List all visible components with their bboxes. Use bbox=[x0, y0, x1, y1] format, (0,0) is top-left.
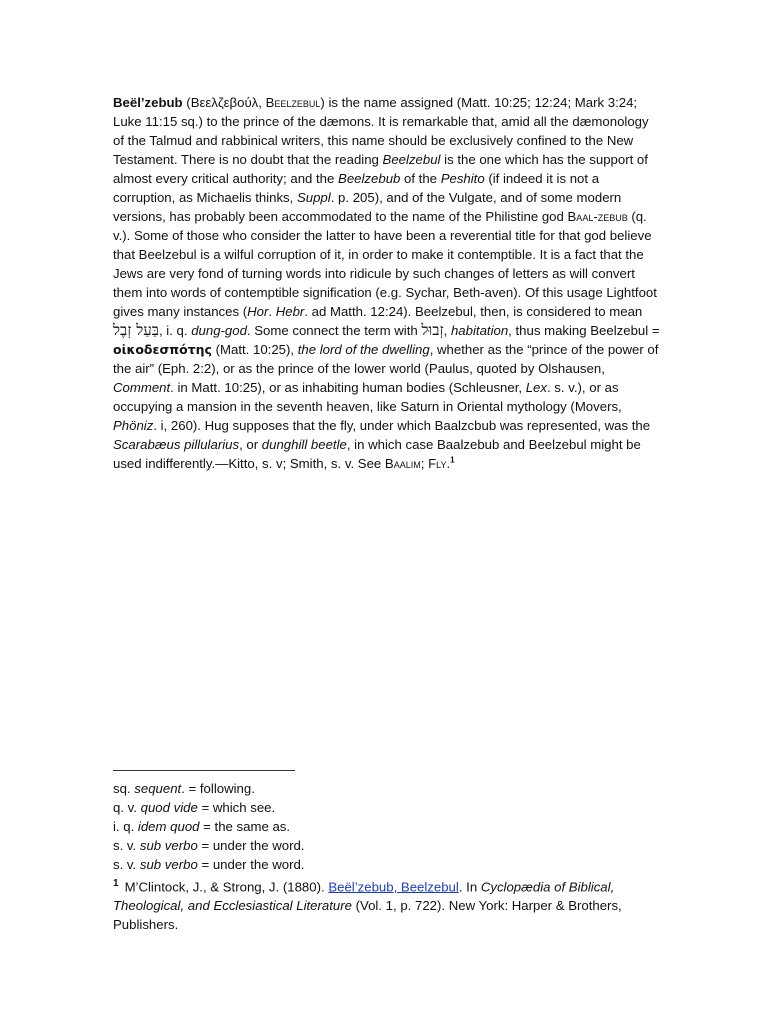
footnote-abbr-sv-2: s. v. sub verbo = under the word. bbox=[113, 857, 305, 872]
hebrew-baal-zebel: בַּעַל זְבֶל bbox=[113, 321, 159, 339]
headword: Beël’zebub bbox=[113, 95, 183, 110]
footnote-abbr-sv: s. v. sub verbo = under the word. bbox=[113, 838, 305, 853]
footnote-citation: $^1$ M’Clintock, J., & Strong, J. (1880). Beël’zebub, Beelzebul. In Cyclopædia of Biblical, Theological, and Ecclesiastical Literature (Vol. 1, p. 722). New York: Harper & Brothers, Publishers. bbox=[113, 878, 622, 933]
citation-link[interactable]: Beël’zebub, Beelzebul bbox=[328, 879, 459, 895]
article-page bbox=[113, 93, 663, 473]
hebrew-zebul: זְבוּל bbox=[421, 321, 444, 339]
footnote-mark: 1 bbox=[113, 878, 119, 889]
footnotes-section bbox=[113, 770, 673, 934]
small-caps-baalim: Baalim bbox=[384, 456, 421, 471]
footnote-divider bbox=[113, 770, 295, 771]
article-body: Beël’zebub (Βεελζεβούλ, Beelzebul) is the name assigned (Matt. 10:25; 12:24; Mark 3:24; Luke 11:15 sq.) to the prince of the dæmons. It is remarkable that, amid all the dæmonology of the Talmud and rabbinical writers, this name should be exclusively confined to the New Testament. There is no doubt that the reading Beelzebul is the one which has the support of almost every critical authority; and the Beelzebub of the Peshito (if indeed it is not a corruption, as Michaelis thinks, Suppl. p. 205), and of the Vulgate, and of some modern versions, has probably been accommodated to the name of the Philistine god Baal-zebub (q. v.). Some of those who consider the latter to have been a reverential title for that god believe that Beelzebul is a wilful corruption of it, in order to make it contemptible. It is a fact that the Jews are very fond of turning words into ridicule by such changes of letters as will convert them into words of contemptible signification (e.g. Sychar, Beth-aven). Of this usage Lightfoot gives many instances (Hor. Hebr. ad Matth. 12:24). Beelzebul, then, is considered to mean בַּעַל זְבֶל, i. q. dung-god. Some connect the term with זְבוּל, habitation, thus making Beelzebul = οἰκοδεσπότης (Matt. 10:25), the lord of the dwelling, whether as the “prince of the power of the air” (Eph. 2:2), or as the prince of the lower world (Paulus, quoted by Olshausen, Comment. in Matt. 10:25), or as inhabiting human bodies (Schleusner, Lex. s. v.), or as occupying a mansion in the seventh heaven, like Saturn in Oriental mythology (Movers, Phöniz. i, 260). Hug supposes that the fly, under which Baalzcbub was represented, was the Scarabæus pillularius, or dunghill beetle, in which case Baalzebub and Beelzebul might be used indifferently.—Kitto, s. v; Smith, s. v. See Baalim; Fly.$^1$ bbox=[113, 95, 660, 471]
small-caps-baal-zebub: Baal-zebub bbox=[567, 209, 628, 224]
footnote-abbr-qv: q. v. quod vide = which see. bbox=[113, 800, 276, 815]
small-caps-beelzebul: Beelzebul bbox=[265, 95, 321, 110]
footnote-abbr-sq: sq. sequent. = following. bbox=[113, 781, 255, 796]
small-caps-fly: Fly bbox=[428, 456, 447, 471]
footnote-ref[interactable]: 1 bbox=[450, 455, 455, 465]
footnote-abbr-iq: i. q. idem quod = the same as. bbox=[113, 819, 291, 834]
greek-oikodespotes: οἰκοδεσπότης bbox=[113, 342, 212, 357]
greek-name: Βεελζεβούλ bbox=[190, 95, 259, 110]
